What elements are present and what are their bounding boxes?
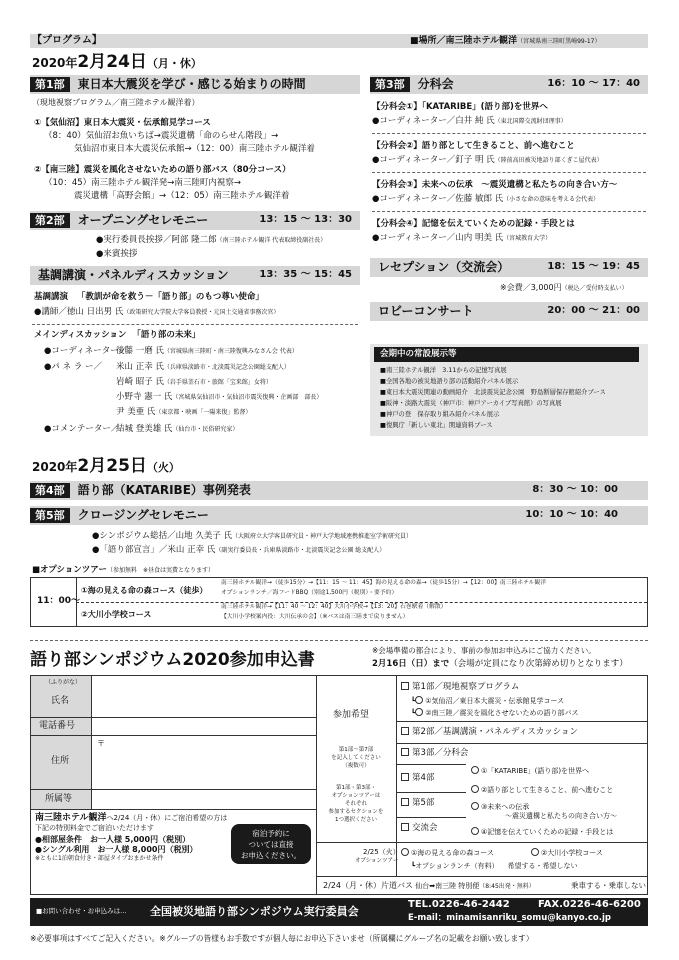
keynote-speaker-note: （政策研究大学院大学客員教授・元国土交通省事務次官） [123, 309, 280, 316]
application-form [30, 675, 648, 895]
hotel-room1: ●相部屋条件 お一人様 5,000円（税別） [35, 835, 191, 844]
choice-part4-label: 第4部 [412, 773, 435, 783]
field-name-label: 氏名 [51, 696, 70, 706]
part1-subtitle: （現地視察プログラム／南三陸ホテル観洋着） [32, 98, 200, 107]
reception-time: 18：15 ～ 19：45 [547, 261, 640, 273]
footer-tel: TEL.0226-46-2442 [408, 899, 510, 910]
panelist-1-name: 米山 正幸 氏 [116, 362, 164, 372]
keynote-speaker [34, 307, 279, 318]
part1-course2-title: ②【南三陸】震災を風化させないための語り部バス（80分コース） [34, 165, 291, 175]
keynote-title: 基調講演・パネルディスカッション [38, 268, 229, 282]
part1-label: 第1部 [30, 77, 70, 93]
bus-label: 2/24（月・休）片道バス [323, 881, 413, 890]
part1-course1-line1: （8：40）気仙沼お魚いちば→震災遺構「命のらせん階段」→ [44, 131, 279, 141]
part1-course2-line2: 震災遺構「高野会館」→（12：05）南三陸ホテル観洋着 [74, 191, 290, 201]
part4-title: 語り部（KATARIBE）事例発表 [77, 483, 251, 497]
hotel-room2: ●シングル利用 お一人様 8,000円（税別） [35, 845, 198, 854]
hotel-box-line1: 宿泊予約に [252, 829, 290, 838]
exhibits-title: 会期中の常設展示等 [374, 347, 639, 362]
field-phone-input[interactable] [92, 718, 316, 735]
part5-item2-note: （副実行委員長・兵庫県淡路市・北淡震災記念公園 総支配人） [215, 547, 386, 554]
part2-item2: ●来賓挨拶 [96, 249, 138, 259]
part2-title: オープニングセレモニー [77, 213, 209, 227]
exhibit-item-1: ■南三陸ホテル観洋 3.11からの記憶写真展 [380, 366, 507, 374]
check-note-8: 1つ選択ください [335, 817, 377, 823]
choice-part5-label: 第5部 [412, 798, 435, 808]
keynote-speaker-name: ●講師／徳山 日出男 氏 [34, 307, 124, 317]
field-org-cell [31, 790, 316, 810]
part3-header [370, 75, 648, 94]
keynote-header [30, 266, 360, 285]
part1-header [30, 75, 360, 94]
choice-party-label: 交流会 [412, 823, 438, 833]
footer-contact-label: ■お問い合わせ・お申込みは… [36, 907, 127, 915]
part1-course1-line2: 気仙沼市東日本大震災伝承館→（12：00）南三陸ホテル観洋着 [74, 144, 315, 154]
session3-coord [372, 194, 599, 205]
panelist-3-note: （宮城県気仙沼市・気仙沼市震災復興・企画部 部長） [172, 394, 323, 401]
footer-email: E-mail：minamisanriku_somu@kanyo.co.jp [408, 913, 611, 923]
session-divider-2 [372, 172, 646, 173]
part4-label: 第4部 [30, 483, 70, 499]
field-divider-v [91, 676, 92, 810]
panelist-4-note: （東京都・映画「一陽来復」監督） [155, 409, 252, 416]
exhibit-item-3: ■東日本大震災関連の動画紹介 北淡震災記念公園 野島断層保存館紹介ブース [380, 388, 606, 396]
reception-fee-note: （税込／受付時支払い） [561, 285, 628, 292]
panelist-4-name: 尹 美亜 氏 [116, 407, 156, 417]
session1-title: 【分科会①】「KATARIBE」(語り部)を世界へ [372, 102, 548, 112]
application-note1: ※会場準備の都合により、事前の参加お申込みにご協力ください。 [372, 646, 596, 655]
main-discussion-row [34, 330, 200, 341]
field-phone-label: 電話番号 [39, 721, 76, 731]
day1-date [32, 52, 202, 73]
field-address-cell [31, 736, 316, 790]
program-label: 【プログラム】 [32, 35, 102, 46]
part4-header [30, 481, 648, 500]
choice-part3d-label: ④記憶を伝えていくための記録・手段とは [481, 828, 614, 836]
hotel-box-line2: ついては直接 [248, 840, 294, 849]
part1-course1-title: ①【気仙沼】東日本大震災・伝承館見学コース [34, 118, 211, 128]
choice-part2-label: 第2部／基調講演・パネルディスカッション [412, 727, 578, 737]
part5-title: クロージングセレモニー [77, 508, 209, 522]
coordinator-name: 後藤 一磨 氏 [116, 346, 164, 356]
session2-coord-name: ●コーディネーター／釘子 明 氏 [372, 155, 495, 165]
application-deadline [372, 659, 628, 670]
choice-part1b-label: ②南三陸／震災を風化させないための語り部バス [425, 709, 579, 717]
session4-title: 【分科会④】記憶を伝えていくための記録・手段とは [372, 219, 575, 229]
session4-coord-name: ●コーディネーター／山内 明美 氏 [372, 233, 504, 243]
choice-part3-label: 第3部／分科会 [412, 748, 469, 758]
panel-row-4 [116, 407, 251, 418]
session4-coord-note: （宮城教育大学） [503, 235, 552, 242]
choice-divider-7 [316, 876, 647, 877]
bus-options[interactable]: 乗車する・乗車しない [571, 881, 646, 890]
choice-opt2[interactable] [531, 848, 603, 858]
panel-row-3 [116, 392, 322, 403]
session-divider-1 [372, 133, 646, 134]
choice-party[interactable] [401, 823, 438, 834]
hotel-box-line3: お申込ください。 [241, 851, 301, 860]
choice-part2-checkbox[interactable] [401, 727, 409, 735]
cut-line [30, 640, 648, 641]
choices-divider-v [396, 676, 397, 876]
choice-part1a-radio[interactable] [415, 696, 423, 704]
reception-header [370, 258, 648, 277]
reception-title: レセプション（交流会） [378, 260, 510, 274]
part2-item1 [96, 235, 326, 246]
application-title: 語り部シンポジウム2020参加申込書 [30, 650, 315, 670]
part3-title: 分科会 [417, 77, 454, 91]
choice-party-checkbox[interactable] [401, 823, 409, 831]
exhibit-item-4: ■阪神・淡路大震災（神戸市：神戸アーカイブ写真館）の写真展 [380, 399, 562, 407]
choice-part1[interactable] [401, 682, 519, 693]
part1-course2-line1: （10：45）南三陸ホテル観洋発→南三陸町内視察→ [44, 178, 241, 188]
choice-part3-checkbox[interactable] [401, 748, 409, 756]
coordinator-role: ●コーディネーター／ [44, 346, 128, 356]
session3-coord-name: ●コーディネーター／佐藤 敏郎 氏 [372, 194, 504, 204]
lobby-title: ロビーコンサート [378, 304, 474, 318]
main-discussion-topic: 「語り部の未来」 [132, 330, 201, 340]
lobby-header [370, 302, 648, 321]
choice-part3c-radio[interactable] [471, 802, 479, 810]
field-org-input[interactable] [92, 790, 316, 809]
exhibits-box [370, 344, 648, 436]
reception-fee [500, 283, 628, 293]
choice-divider-5 [396, 817, 466, 818]
check-note-7: 参加するセクションを [328, 809, 384, 815]
session3-title: 【分科会③】未来への伝承 ～震災遺構と私たちの向き合い方～ [372, 180, 618, 190]
part2-item1-text: ●実行委員長挨拶／阿部 隆二郎 [96, 235, 217, 245]
session4-coord [372, 233, 551, 244]
part3-time: 16：10 ～ 17：40 [547, 78, 640, 90]
option-course1-line1: 南三陸ホテル観洋→（徒歩15分）→【11：15 ～ 11：45】海の見える命の森→（徒歩15分）→【12：00】南三陸ホテル観洋 [221, 580, 547, 586]
exhibit-item-5: ■神戸の登 保存取り組み紹介パネル展示 [380, 410, 500, 418]
choice-part3b-label: ②語り部として生きること、前へ進むこと [481, 786, 614, 794]
option-course2-line2: 【大川小学校案内役：大川伝承の会】（※バスは南三陸まで戻りません） [221, 614, 409, 620]
hotel-title-row [35, 813, 315, 824]
option-course1-line2: オプションランチ／海フードBBQ（別途1,500円（税別）・要予約） [221, 590, 398, 596]
hotel-title: 南三陸ホテル観洋 [35, 813, 107, 823]
commentator-note: （仙台市・民俗研究家） [172, 426, 239, 433]
part2-time: 13：15 ～ 13：30 [259, 214, 352, 226]
choice-part3d-radio[interactable] [471, 827, 479, 835]
panel-row-2 [116, 377, 272, 388]
choice-opt1-radio[interactable] [401, 848, 409, 856]
commentator-row [44, 424, 238, 435]
option-divider-h [76, 602, 647, 603]
panel-row-1 [44, 362, 290, 373]
choice-part4-checkbox[interactable] [401, 773, 409, 781]
day2-date-main: 2月25日 [77, 456, 147, 476]
lobby-time: 20：00 ～ 21：00 [547, 305, 640, 317]
coordinator-note: （宮城県南三陸町・南三陸復興みなさん会 代表） [163, 348, 298, 355]
footer-bottom-note: ※必要事項はすべてご記入ください。※グループの皆様もお手数ですが個人毎にお申込下さいませ（所属欄にグループ名の記載をお願い致します） [30, 934, 534, 943]
day1-date-main: 2月24日 [77, 52, 147, 72]
reception-fee-text: ※会費／3,000円 [500, 283, 562, 292]
choice-part1-label: 第1部／現地視察プログラム [412, 682, 520, 692]
choice-part1a[interactable]: ┗ ①気仙沼／東日本大震災・伝承館見学コース [411, 697, 565, 705]
exhibit-item-2: ■全国各地の被災地語り部の活動紹介パネル展示 [380, 377, 519, 385]
choice-part1-checkbox[interactable] [401, 682, 409, 690]
choice-part3d[interactable] [471, 827, 613, 837]
choice-part5[interactable] [401, 798, 434, 809]
field-org-label: 所属等 [45, 794, 73, 804]
commentator-role: ●コメンテーター／ [44, 424, 120, 434]
choice-divider-4 [396, 792, 466, 793]
choice-opt1-label: ①海の見える命の森コース [411, 849, 494, 857]
session3-coord-note: （小さな命の意味を考える会代表） [503, 196, 600, 203]
field-address-label: 住所 [51, 756, 70, 766]
choice-part3c[interactable] [471, 802, 529, 812]
part5-item2 [92, 545, 385, 556]
choice-part3b[interactable] [471, 785, 613, 795]
field-phone-cell [31, 718, 316, 736]
check-note-6: それぞれ [344, 801, 367, 807]
choice-part4[interactable] [401, 773, 434, 784]
footer-org: 全国被災地語り部シンポジウム実行委員会 [150, 905, 359, 918]
choice-lunch-label: オプションランチ（有料） [415, 862, 499, 870]
opt-date-label [355, 848, 400, 866]
keynote-topic-row [34, 292, 264, 303]
part5-item1 [92, 531, 412, 542]
option-title-row [32, 565, 214, 576]
deadline-date: 2月16日（日）まで [372, 659, 450, 669]
part5-label: 第5部 [30, 508, 70, 524]
venue-address: （宮城県南三陸町黒崎99-17） [517, 38, 601, 45]
session1-coord-note: （東北国際交流財団理事） [494, 118, 567, 125]
choice-divider-1 [396, 721, 647, 722]
footer-fax: FAX.0226-46-6200 [538, 899, 641, 910]
option-course2-line1: 南三陸ホテル観洋→【11：40 ～ 12：40】大川小学校→【13：20】石巻駅着（解散） [221, 604, 447, 610]
main-discussion-label: メインディスカッション [34, 330, 127, 340]
part5-time: 10：10 ～ 10：40 [525, 509, 618, 521]
hotel-note: ※ともに1泊朝食付き・部屋タイプおまかせ条件 [35, 855, 164, 862]
part5-item2-text: ●「語り部宣言」／米山 正幸 氏 [92, 545, 216, 555]
hotel-line2: 下記の特別料金でご宿泊いただけます [35, 824, 154, 833]
field-postal: 〒 [97, 739, 105, 748]
option-time: 11：00～ [37, 596, 81, 606]
panelist-2-note: （岩手県釜石市・旅館「宝来館」女将） [163, 379, 272, 386]
part4-time: 8：30 ～ 10：00 [532, 484, 618, 496]
field-name-cell [31, 676, 316, 718]
day1-date-prefix: 2020年 [32, 56, 78, 70]
option-title: ■オプションツアー [32, 565, 108, 575]
coordinator-row [44, 346, 298, 357]
participation-notes [321, 746, 391, 824]
commentator-name: 結城 登美雄 氏 [116, 424, 173, 434]
choice-opt2-label: ②大川小学校コース [541, 849, 603, 857]
panelist-2-name: 岩崎 昭子 氏 [116, 377, 164, 387]
choice-part3b-radio[interactable] [471, 785, 479, 793]
bus-time: （8:45出発・無料） [479, 883, 535, 890]
choice-part3c-label: ③未来への伝承 [481, 803, 530, 811]
session2-coord-note: （陸前高田被災地語り部くぎこ屋代表） [494, 157, 603, 164]
choice-lunch-options[interactable]: 希望する・希望しない [507, 862, 578, 870]
choice-part3a[interactable] [471, 766, 589, 776]
choice-part3a-radio[interactable] [471, 766, 479, 774]
choice-part2[interactable] [401, 727, 578, 738]
part1-title: 東日本大震災を学び・感じる始まりの時間 [77, 77, 306, 91]
check-note-3: （複数可） [342, 763, 370, 769]
choice-divider-3 [396, 764, 466, 765]
opt-label: オプションツアー [355, 858, 399, 864]
panelist-3-name: 小野寺 憲一 氏 [116, 392, 173, 402]
choice-part1b-radio[interactable] [415, 708, 423, 716]
day2-date-prefix: 2020年 [32, 460, 78, 474]
panel-role: ●パ ネ ラ ー／ [44, 362, 103, 372]
check-note-2: を記入してください [331, 755, 381, 761]
choice-part1b[interactable]: ┗ ②南三陸／震災を風化させないための語り部バス [411, 709, 579, 717]
part2-item1-note: （南三陸ホテル観洋 代表取締役副社長） [216, 237, 327, 244]
exhibit-item-6: ■復興庁「新しい東北」関連資料ブース [380, 421, 493, 429]
part2-header [30, 211, 360, 230]
part5-item1-text: ●シンポジウム総括／山地 久美子 氏 [92, 531, 233, 541]
keynote-topic: 「教訓が命を救う－「語り部」のもつ尊い使命」 [76, 292, 264, 302]
choice-divider-2 [396, 743, 647, 744]
field-furigana: （ふりがな） [45, 679, 82, 686]
footer-bar [30, 898, 648, 926]
check-note-4: 第1部・第3部・ [336, 785, 376, 791]
option-box [30, 577, 648, 627]
check-note-1: 第1部～第7部 [338, 747, 374, 753]
venue-label [410, 36, 601, 47]
check-note-5: オプションツアーは [331, 793, 381, 799]
part3-label: 第3部 [370, 77, 410, 93]
option-course2: ②大川小学校コース [81, 610, 152, 619]
choice-part3c-sub: ～震災遺構と私たちの向き合い方～ [505, 812, 617, 820]
venue-name: ■場所／南三陸ホテル観洋 [410, 36, 518, 46]
session2-title: 【分科会②】語り部として生きること、前へ進むこと [372, 141, 575, 151]
choice-opt1[interactable] [401, 848, 494, 858]
choice-opt2-radio[interactable] [531, 848, 539, 856]
part5-item1-note: （大阪府立大学客員研究員・神戸大学地域連携推進室学術研究員） [232, 533, 413, 540]
keynote-label: 基調講演 [34, 292, 69, 302]
choice-part3a-label: ①「KATARIBE」(語り部)を世界へ [481, 767, 590, 775]
option-note: （参加無料 ※昼食は実費となります） [107, 567, 215, 574]
day1-date-suffix: （月・休） [146, 57, 202, 70]
field-name-input[interactable] [92, 676, 316, 717]
bus-detail: 仙台➡南三陸 特別便 [415, 882, 480, 890]
session1-coord [372, 116, 567, 127]
session-divider-3 [372, 211, 646, 212]
choice-part3[interactable] [401, 748, 468, 759]
part2-label: 第2部 [30, 213, 70, 229]
choice-part1a-label: ①気仙沼／東日本大震災・伝承館見学コース [425, 697, 565, 705]
choice-lunch[interactable]: ┗オプションランチ（有料） 希望する・希望しない [411, 862, 578, 870]
participation-divider-v [316, 676, 317, 894]
session2-coord [372, 155, 603, 166]
hotel-box [231, 824, 311, 864]
panelist-1-note: （兵庫県淡路市・北淡震災記念公園総支配人） [163, 364, 290, 371]
hotel-line1: へ2/24（月・休）にご宿泊希望の方は [106, 814, 228, 822]
choice-part5-checkbox[interactable] [401, 798, 409, 806]
day2-date-suffix: （火） [146, 461, 180, 474]
deadline-note: （会場が定員になり次第締め切りとなります） [449, 659, 628, 669]
participation-label: 参加希望 [333, 710, 370, 720]
field-address-input[interactable] [92, 736, 316, 789]
bus-row [323, 881, 535, 891]
opt-date: 2/25（火） [363, 848, 400, 856]
session1-coord-name: ●コーディネーター／白井 純 氏 [372, 116, 495, 126]
choice-divider-6 [316, 842, 647, 843]
keynote-divider [32, 324, 358, 325]
day2-date [32, 456, 180, 477]
keynote-time: 13：35 ～ 15：45 [259, 269, 352, 281]
option-course1: ①海の見える命の森コース（徒歩） [81, 586, 208, 595]
part5-header [30, 506, 648, 525]
